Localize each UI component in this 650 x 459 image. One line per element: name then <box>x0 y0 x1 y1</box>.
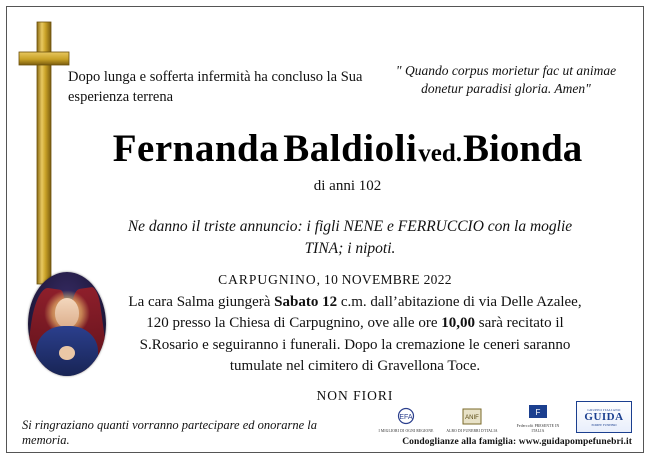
name-first: Fernanda <box>112 127 280 170</box>
guida-main-text: GUIDA <box>584 410 624 423</box>
name-married-surname: Bionda <box>463 127 583 170</box>
service-part-3: sarà recitato il S.Rosario e seguiranno i funerali. Dopo la cremazione le ceneri saranno tumulate nel cimitero di Gravellona Toce. <box>139 315 571 374</box>
place-date-line <box>95 272 575 288</box>
name-surname: Baldioli <box>283 127 418 170</box>
service-day: Sabato 12 <box>274 294 338 310</box>
guida-brand-logo[interactable] <box>576 401 632 433</box>
federcofit-logo <box>510 401 566 433</box>
efa-mark-icon <box>378 406 434 428</box>
city-label: CARPUGNINO <box>218 272 317 287</box>
guida-sub-text: POMPE FUNEBRI <box>591 422 617 427</box>
svg-text:EFA: EFA <box>399 413 413 421</box>
deceased-name <box>60 126 635 171</box>
federcofit-caption: Federcofit PRESENTE IN ITALIA <box>516 424 560 433</box>
thanks-text: Si ringraziano quanti vorranno partecipare ed onorarne la memoria. <box>22 418 318 447</box>
intro-text: Dopo lunga e sofferta infermità ha concluso la Sua esperienza terrena <box>68 69 363 105</box>
efa-logo <box>378 406 434 433</box>
name-ved: ved. <box>418 140 463 167</box>
latin-quote: " Quando corpus morietur fac ut animae donetur paradisi gloria. Amen" <box>395 63 617 96</box>
service-time: 10,00 <box>441 315 475 332</box>
date-label: , 10 NOVEMBRE 2022 <box>316 272 452 287</box>
madonna-portrait <box>28 272 106 376</box>
federcofit-mark-icon <box>510 401 566 423</box>
service-part-1: La cara Salma giungerà <box>128 294 275 310</box>
anif-logo <box>444 406 500 433</box>
announcement-text: Ne danno il triste annuncio: i figli NENE e FERRUCCIO con la moglie TINA; i nipoti. <box>127 218 573 258</box>
guida-top-text: GRUPPO ITALIANO <box>587 407 621 412</box>
efa-caption: I MIGLIORI DI OGNI REGIONE <box>378 428 434 433</box>
svg-text:F: F <box>535 408 541 418</box>
condolences-footer[interactable]: Condoglianze alla famiglia: www.guidapompefunebri.it <box>402 437 632 447</box>
non-fiori-note: NON FIORI <box>316 388 394 403</box>
svg-text:ANIF: ANIF <box>465 414 479 421</box>
anif-caption: ALBO DI FUNEBRI D'ITALIA <box>446 428 498 433</box>
anif-mark-icon <box>444 406 500 428</box>
service-part-2: c.m. dall’abitazione di via Delle Azalee, 120 presso la Chiesa di Carpugnino, ove alle ore <box>146 294 582 332</box>
service-details <box>120 292 590 377</box>
footer-logos <box>378 401 632 433</box>
age-line: di anni 102 <box>313 178 382 194</box>
